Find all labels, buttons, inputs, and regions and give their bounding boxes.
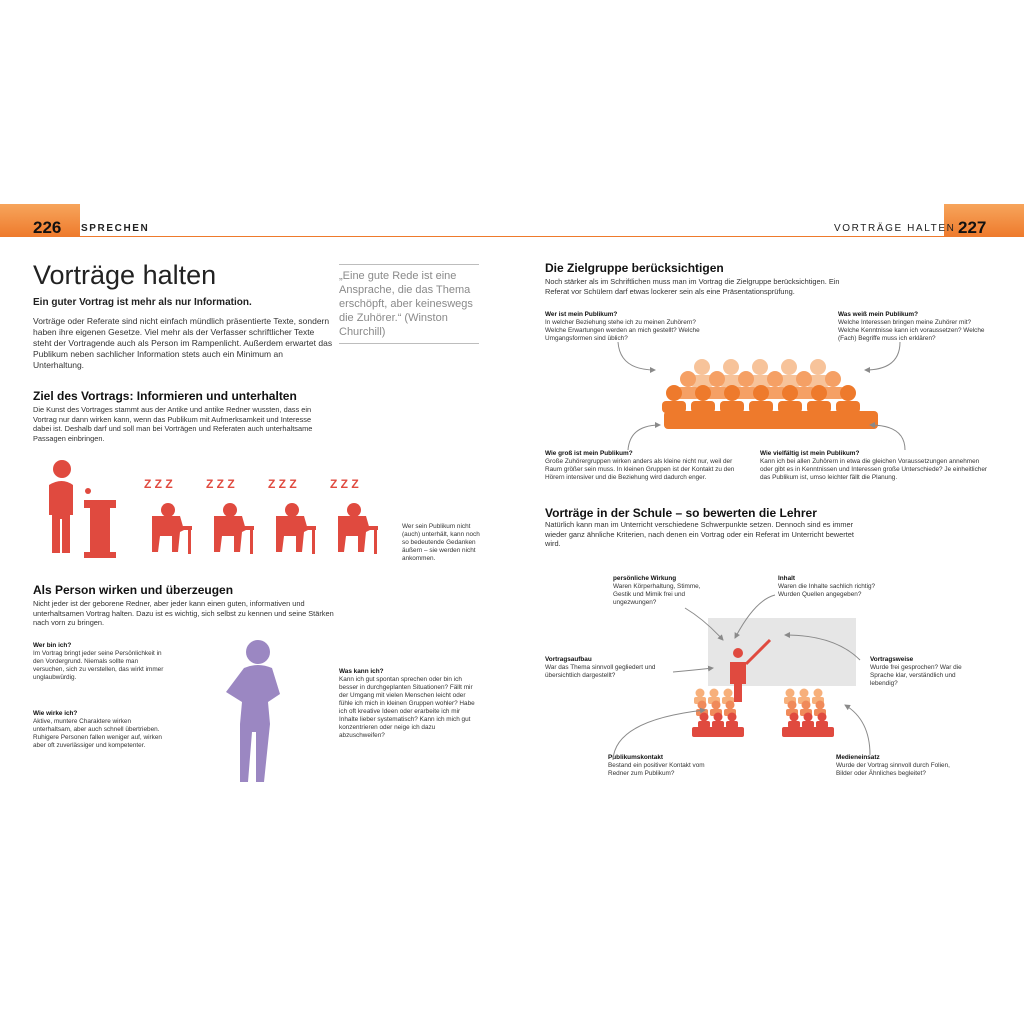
right-section-label: VORTRÄGE HALTEN xyxy=(834,223,956,234)
arrow-delivery xyxy=(785,635,860,660)
lectern-top xyxy=(84,500,116,508)
page-title: Vorträge halten xyxy=(33,260,217,290)
intro-text: Vorträge oder Referate sind nicht einfach mündlich präsentierte Texte, sondern haben ihre eigenen Gesetze. Viel mehr als der Verfasser schriftlicher Texte steht der Vortragende auch als Person im Rampenlicht. Außerdem erwartet das Publikum neben sachlicher Information stets auch ein Minimum an Unterhaltung. xyxy=(33,316,333,370)
criterion-structure-title: Vortragsaufbau xyxy=(545,656,592,663)
desk-leg xyxy=(188,530,191,554)
page-subtitle: Ein guter Vortrag ist mehr als nur Information. xyxy=(33,297,252,308)
question-knowledge-text: Welche Interessen bringen meine Zuhörer mit? Welche Kenntnisse kann ich voraussetzen? Welche (Fach) Begriffe muss ich erklären? xyxy=(838,319,985,342)
desk-top xyxy=(302,526,316,530)
left-page-number: 226 xyxy=(33,218,62,237)
school-text: Natürlich kann man im Unterricht verschiedene Schwerpunkte setzen. Dennoch sind es immer wieder ganz ähnliche Kriterien, nach denen ein Vortrag oder ein Referat im Unterricht bewertet wird. xyxy=(545,520,854,548)
criterion-media-title: Medieneinsatz xyxy=(836,754,880,761)
criterion-delivery-title: Vortragsweise xyxy=(870,656,914,663)
zzz-icon: Z Z Z xyxy=(330,477,359,491)
desk-top xyxy=(364,526,378,530)
desk-top xyxy=(178,526,192,530)
audience-arrows xyxy=(600,330,930,460)
how-do-i-appear-title: Wie wirke ich? xyxy=(33,710,78,717)
school-title: Vorträge in der Schule – so bewerten die Lehrer xyxy=(545,506,817,520)
sleeping-student xyxy=(268,477,316,554)
arrow-knowledge xyxy=(865,342,900,370)
how-do-i-appear-block xyxy=(33,710,168,750)
question-size-title: Wie groß ist mein Publikum? xyxy=(545,450,633,457)
criterion-personal-effect-title: persönliche Wirkung xyxy=(613,575,677,582)
sleeping-audience xyxy=(140,470,390,565)
student-body xyxy=(276,516,308,552)
who-am-i-block xyxy=(33,642,168,682)
left-section-label: SPRECHEN xyxy=(81,223,150,234)
question-who-text: In welcher Beziehung stehe ich zu meinen Zuhörern? Welche Erwartungen werden an mich gestellt? Welche Umgangsformen sind üblich? xyxy=(545,319,700,342)
zzz-icon: Z Z Z xyxy=(268,477,297,491)
student-body xyxy=(338,516,370,552)
who-am-i-title: Wer bin ich? xyxy=(33,642,72,649)
zzz-icon: Z Z Z xyxy=(144,477,173,491)
target-group-title: Die Zielgruppe berücksichtigen xyxy=(545,261,724,275)
criterion-delivery-text: Wurde frei gesprochen? War die Sprache klar, verständlich und lebendig? xyxy=(870,664,962,687)
question-knowledge-title: Was weiß mein Publikum? xyxy=(838,311,919,318)
right-header-rule xyxy=(512,236,1024,237)
what-can-i-do-text: Kann ich gut spontan sprechen oder bin ich besser in durchgeplanten Situationen? Fällt mir der Umgang mit vielen Menschen leicht oder fühle ich mich in kleinen Gruppen wohler? Habe ich oft kreative Ideen oder erarbeite ich mir Inhalte lieber systematisch? Kann ich mich gut konzentrieren oder neige ich dazu abzuschweifen? xyxy=(339,676,475,739)
student-body xyxy=(152,516,184,552)
desk-leg xyxy=(374,530,377,554)
student-head xyxy=(285,503,299,517)
section-person-text: Nicht jeder ist der geborene Redner, aber jeder kann einen guten, informativen und unterhaltsamen Vortrag halten. Dazu ist es wichtig, sich selbst zu kennen und seine Stärken nach vorn zu bringen. xyxy=(33,599,334,627)
arrow-diversity xyxy=(870,425,905,450)
question-diversity-text: Kann ich bei allen Zuhörern in etwa die gleichen Voraussetzungen annehmen oder gibt es in Kenntnissen und Interessen große Unterschiede? Je einheitlicher das Publikum ist, umso leichter fällt die Planung. xyxy=(760,458,988,481)
question-size-text: Große Zuhörergruppen wirken anders als kleine nicht nur, weil der Raum größer sein muss. In kleinen Gruppen ist der Kontakt zu den Hörern intensiver und die Beziehung wird dadurch enger. xyxy=(545,458,735,481)
lectern-stand xyxy=(90,508,110,553)
churchill-quote: „Eine gute Rede ist eine Ansprache, die das Thema erschöpft, aber keineswegs die Zuhörer.“ (Winston Churchill) xyxy=(339,264,479,344)
criterion-media-text: Wurde der Vortrag sinnvoll durch Folien, Bilder oder Ähnliches begleitet? xyxy=(836,762,950,777)
arrow-personal-effect xyxy=(685,608,723,640)
what-can-i-do-title: Was kann ich? xyxy=(339,668,384,675)
criterion-content-title: Inhalt xyxy=(778,575,796,582)
question-who-title: Wer ist mein Publikum? xyxy=(545,311,618,318)
criterion-audience-contact-text: Bestand ein positiver Kontakt vom Redner zum Publikum? xyxy=(608,762,705,777)
sleeping-caption: Wer sein Publikum nicht (auch) unterhält, kann noch so bedeutende Gedanken äußern – sie werden nicht ankommen. xyxy=(402,523,480,562)
sleeping-student xyxy=(330,477,378,554)
arrow-content xyxy=(735,595,775,638)
section-goal-text: Die Kunst des Vortrages stammt aus der Antike und antike Redner wussten, dass ein Vortrag nur dann wirken kann, wenn das Publikum mit Aufmerksamkeit und Interesse dabei ist. Deshalb darf und soll man bei Vorträgen und Referaten auch unterhaltsame Passagen einbringen. xyxy=(33,405,313,443)
arrow-audience-contact xyxy=(613,710,705,760)
sleeping-student xyxy=(206,477,254,554)
how-do-i-appear-text: Aktive, muntere Charaktere wirken unterhaltsam, aber auch schnell übertrieben. Ruhigere Personen fallen weniger auf, wirken aber oft zuverlässiger und kompetenter. xyxy=(33,718,162,749)
speaker-body xyxy=(49,481,73,553)
person-body xyxy=(226,665,280,782)
right-page-number: 227 xyxy=(958,218,987,237)
question-diversity-title: Wie vielfältig ist mein Publikum? xyxy=(760,450,860,457)
student-head xyxy=(161,503,175,517)
thinking-person-illustration xyxy=(218,632,288,792)
student-body xyxy=(214,516,246,552)
section-goal-title: Ziel des Vortrags: Informieren und unterhalten xyxy=(33,389,297,403)
arrow-structure xyxy=(673,668,713,672)
criterion-audience-contact-title: Publikumskontakt xyxy=(608,754,664,761)
desk-top xyxy=(240,526,254,530)
criterion-content-text: Waren die Inhalte sachlich richtig? Wurden Quellen angegeben? xyxy=(778,583,876,598)
student-head xyxy=(347,503,361,517)
lectern-base xyxy=(84,552,116,558)
what-can-i-do-block xyxy=(339,668,479,740)
who-am-i-text: Im Vortrag bringt jeder seine Persönlichkeit in den Vordergrund. Niemals sollte man versuchen, sich zu verstellen, das wirkt immer unglaubwürdig. xyxy=(33,650,164,681)
student-head xyxy=(223,503,237,517)
arrow-media xyxy=(845,705,870,755)
desk-leg xyxy=(250,530,253,554)
target-group-text: Noch stärker als im Schriftlichen muss man im Vortrag die Zielgruppe berücksichtigen. Ein Referat vor Schülern darf etwas lockerer sein als eine Präsentationsprüfung. xyxy=(545,277,840,296)
desk-leg xyxy=(312,530,315,554)
left-header-rule xyxy=(0,236,512,237)
criterion-personal-effect-text: Waren Körperhaltung, Stimme, Gestik und Mimik frei und ungezwungen? xyxy=(613,583,701,606)
zzz-icon: Z Z Z xyxy=(206,477,235,491)
section-person-title: Als Person wirken und überzeugen xyxy=(33,583,234,597)
speaker-illustration xyxy=(40,455,120,560)
arrow-size xyxy=(628,425,660,450)
criteria-arrows xyxy=(595,590,975,770)
criterion-structure-text: War das Thema sinnvoll gegliedert und übersichtlich dargestellt? xyxy=(545,664,656,679)
arrow-who xyxy=(618,342,655,370)
speaker-head xyxy=(53,460,71,478)
person-head xyxy=(246,640,270,664)
microphone xyxy=(85,488,91,494)
sleeping-student xyxy=(144,477,192,554)
